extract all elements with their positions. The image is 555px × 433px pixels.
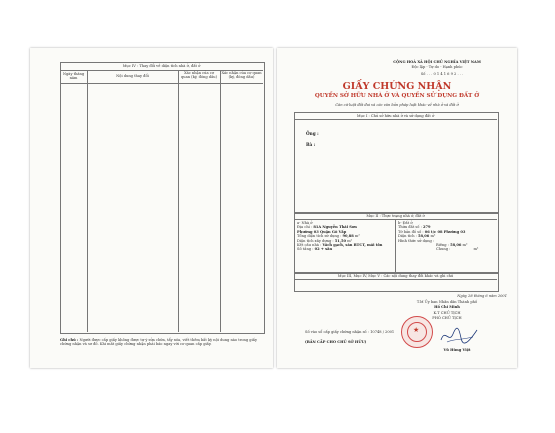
floors-label: Số tầng : [297,247,314,252]
issue-date: Ngày 28 tháng 6 năm 2001 [457,294,507,298]
section-rule [294,279,497,280]
house-details [297,221,393,252]
table-column-rule [87,70,88,332]
land-area-label: Diện tích : [398,234,417,239]
land-area-value: 58,06 [418,234,430,239]
issuing-authority: T.M Ủy ban Nhân dân Thành phố [416,300,478,304]
official-seal-icon: ★ [401,316,433,348]
address-label: Địa chỉ : [297,225,313,230]
land-heading: b- Đất ở [398,221,413,225]
column-header-content: Nội dung thay đổi [116,74,149,78]
table-column-rule [220,70,221,332]
structure-label: Kết cấu nhà : [297,243,322,248]
header-motto: Độc lập - Tự do - Hạnh phúc [411,65,463,69]
note [60,338,266,347]
land-details [398,221,494,252]
right-page [277,48,517,368]
section-rule [294,119,497,120]
section-3-title: Mục III, Mục IV, Mục V : Các nội dung thay đổi khác và ghi chú [337,273,454,278]
floor-area-unit: m² [354,234,360,239]
legal-basis: Căn cứ luật đất đai và các văn bản pháp luật khác về nhà ở và đất ở [335,103,459,107]
ward-value: Phường 03 Quận Gò Vấp [297,229,347,234]
plot-value: 279 [422,225,431,230]
floor-area-label: Tổng diện tích sử dụng : [297,234,342,239]
build-area-value: 51,50 [334,238,347,243]
document-subtitle: QUYỀN SỞ HỮU NHÀ Ở VÀ QUYỀN SỬ DỤNG ĐẤT Ở [314,93,480,99]
house-heading: a- Nhà ở [297,221,313,225]
shared-label: Chung : [436,247,451,252]
plot-label: Thửa đất số : [398,225,422,230]
column-header-date: Ngày tháng năm [62,72,85,81]
document-title: GIẤY CHỨNG NHẬN [342,81,452,92]
change-table [60,62,265,334]
owner-2-label: Bà : [306,142,316,147]
registry-line: Số vào sổ cấp giấy chứng nhận số : 10748 / 2001 [305,330,395,334]
signer-role-2: PHÓ CHỦ TỊCH [432,316,462,320]
shared-unit: m² [473,247,479,252]
floors-value: 02 + sân [314,247,333,252]
header-nation: CỘNG HOÀ XÃ HỘI CHỦ NGHĨA VIỆT NAM [393,60,481,64]
registry-note: (BẢN CẤP CHO CHỦ SỞ HỮU) [305,340,367,344]
owner-section [294,112,499,214]
map-sheet-label: Tờ bản đồ số : [398,229,424,234]
section-column-rule [395,219,396,272]
column-header-confirm: Xác nhận của cơ quan (ký, đóng dấu) [221,71,262,80]
map-sheet-value: 06 t/c 08 Phường 03 [424,229,466,234]
private-value: 58,06 [450,243,462,248]
build-area-label: Diện tích xây dựng : [297,238,334,243]
table-column-rule [178,70,179,332]
owner-1-label: Ông : [306,131,319,136]
signer-role-1: K.T CHỦ TỊCH [433,311,461,315]
section-2-title: Mục II : Thực trạng nhà ở, đất ở [366,213,425,218]
serial-number: Số . . . 0 1 4 1 6 9 2 . . . [420,72,464,76]
floor-area-value: 90,88 [342,234,354,239]
private-label: Riêng : [436,243,449,248]
usage-label: Hình thức sử dụng : [398,238,435,243]
land-area-unit: m² [430,234,436,239]
left-page [30,48,273,368]
note-label: Ghi chú : [60,338,79,342]
section-1-title: Mục I : Chủ sở hữu nhà ở và sử dụng đất ở [356,113,435,118]
structure-value: Vách gạch, sàn BTCT, mái tôn [322,243,383,248]
note-text: Người được cấp giấy không được tự ý sửa chữa, tẩy xóa, viết thêm bất kỳ nội dung nào trong giấy chứng nhận và sơ đồ. Khi mất giấy chứng nhận phải báo ngay với cơ quan cấp giấy. [60,338,257,347]
private-unit: m² [462,243,468,248]
column-header-confirm: Xác nhận của cơ quan (ký, đóng dấu) [180,71,218,80]
signer-name: Vũ Hùng Việt [443,348,471,352]
build-area-unit: m² [347,238,353,243]
issuing-city: Hồ Chí Minh [434,305,460,309]
signature-icon [439,324,479,346]
table-rule [60,83,263,84]
address-value: 81A Nguyễn Thái Sơn [313,225,357,230]
change-table-title: Mục IV : Thay đổi về diện tích nhà ở, đất ở [122,63,201,68]
